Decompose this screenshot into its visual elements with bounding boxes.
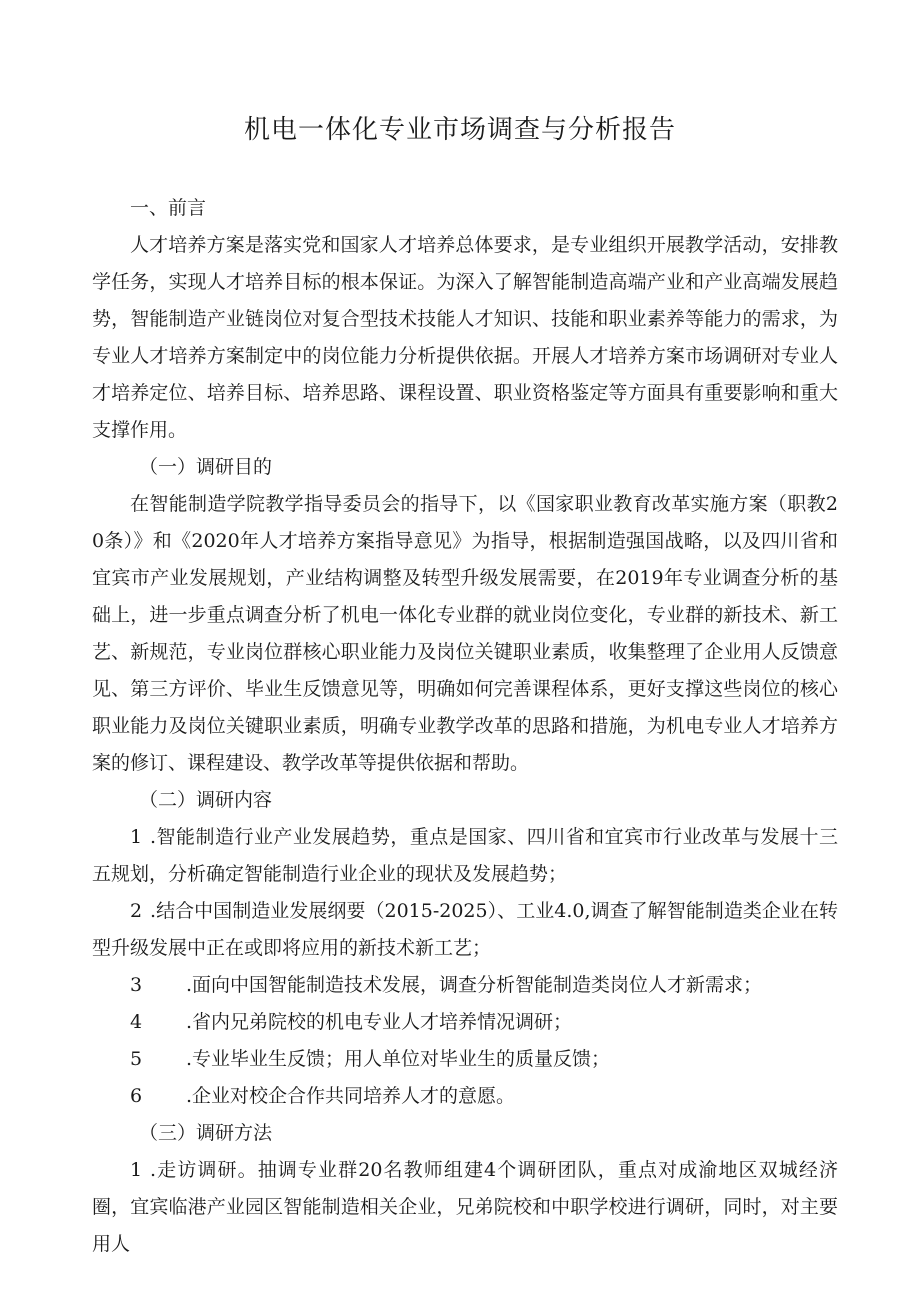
list-item-text: .结合中国制造业发展纲要（2015-2025）、工业4.0,调查了解智能制造类企业在转型升级发展中正在或即将应用的新技术新工艺； xyxy=(92,900,838,959)
list-item-number: 3 xyxy=(130,974,143,996)
list-item xyxy=(92,1004,838,1041)
list-item-number: 5 xyxy=(130,1048,143,1070)
list-item-number: 4 xyxy=(130,1011,143,1033)
list-item xyxy=(92,1078,838,1115)
list-item xyxy=(92,1041,838,1078)
document-title: 机电一体化专业市场调查与分析报告 xyxy=(243,115,676,145)
intro-paragraph: 人才培养方案是落实党和国家人才培养总体要求，是专业组织开展教学活动，安排教学任务，实现人才培养目标的根本保证。为深入了解智能制造高端产业和产业高端发展趋势，智能制造产业链岗位对复合型技术技能人才知识、技能和职业素养等能力的需求，为专业人才培养方案制定中的岗位能力分析提供依据。开展人才培养方案市场调研对专业人才培养定位、培养目标、培养思路、课程设置、职业资格鉴定等方面具有重要影响和重大支撑作用。 xyxy=(92,234,838,441)
list-item-text: .面向中国智能制造技术发展，调查分析智能制造类岗位人才新需求； xyxy=(186,974,763,996)
list-item-text: .智能制造行业产业发展趋势，重点是国家、四川省和宜宾市行业改革与发展十三五规划，分析确定智能制造行业企业的现状及发展趋势； xyxy=(92,826,838,885)
list-item xyxy=(92,967,838,1004)
subsection-heading-purpose: （一）调研目的 xyxy=(139,456,273,478)
section-heading-preface: 一、前言 xyxy=(130,197,207,219)
list-item-number: 1 xyxy=(130,826,143,848)
list-item xyxy=(92,893,838,967)
list-item xyxy=(92,1152,838,1263)
purpose-paragraph: 在智能制造学院教学指导委员会的指导下，以《国家职业教育改革实施方案（职教20条）》和《2020年人才培养方案指导意见》为指导，根据制造强国战略，以及四川省和宜宾市产业发展规划，产业结构调整及转型升级发展需要，在2019年专业调查分析的基础上，进一步重点调查分析了机电一体化专业群的就业岗位变化，专业群的新技术、新工艺、新规范，专业岗位群核心职业能力及岗位关键职业素质，收集整理了企业用人反馈意见、第三方评价、毕业生反馈意见等，明确如何完善课程体系，更好支撑这些岗位的核心职业能力及岗位关键职业素质，明确专业教学改革的思路和措施，为机电专业人才培养方案的修订、课程建设、教学改革等提供依据和帮助。 xyxy=(92,493,838,774)
list-item xyxy=(92,819,838,893)
subsection-heading-method: （三）调研方法 xyxy=(139,1122,273,1144)
list-item-number: 2 xyxy=(130,900,143,922)
list-item-text: .省内兄弟院校的机电专业人才培养情况调研； xyxy=(186,1011,573,1033)
list-item-number: 6 xyxy=(130,1085,143,1107)
list-item-text: .走访调研。抽调专业群20名教师组建4个调研团队，重点对成渝地区双城经济圈，宜宾临港产业园区智能制造相关企业，兄弟院校和中职学校进行调研，同时，对主要用人 xyxy=(92,1159,838,1255)
list-item-text: .企业对校企合作共同培养人才的意愿。 xyxy=(186,1085,516,1107)
list-item-text: .专业毕业生反馈；用人单位对毕业生的质量反馈； xyxy=(186,1048,611,1070)
document-body xyxy=(92,190,838,1263)
subsection-heading-content: （二）调研内容 xyxy=(139,789,273,811)
list-item-number: 1 xyxy=(130,1159,143,1181)
